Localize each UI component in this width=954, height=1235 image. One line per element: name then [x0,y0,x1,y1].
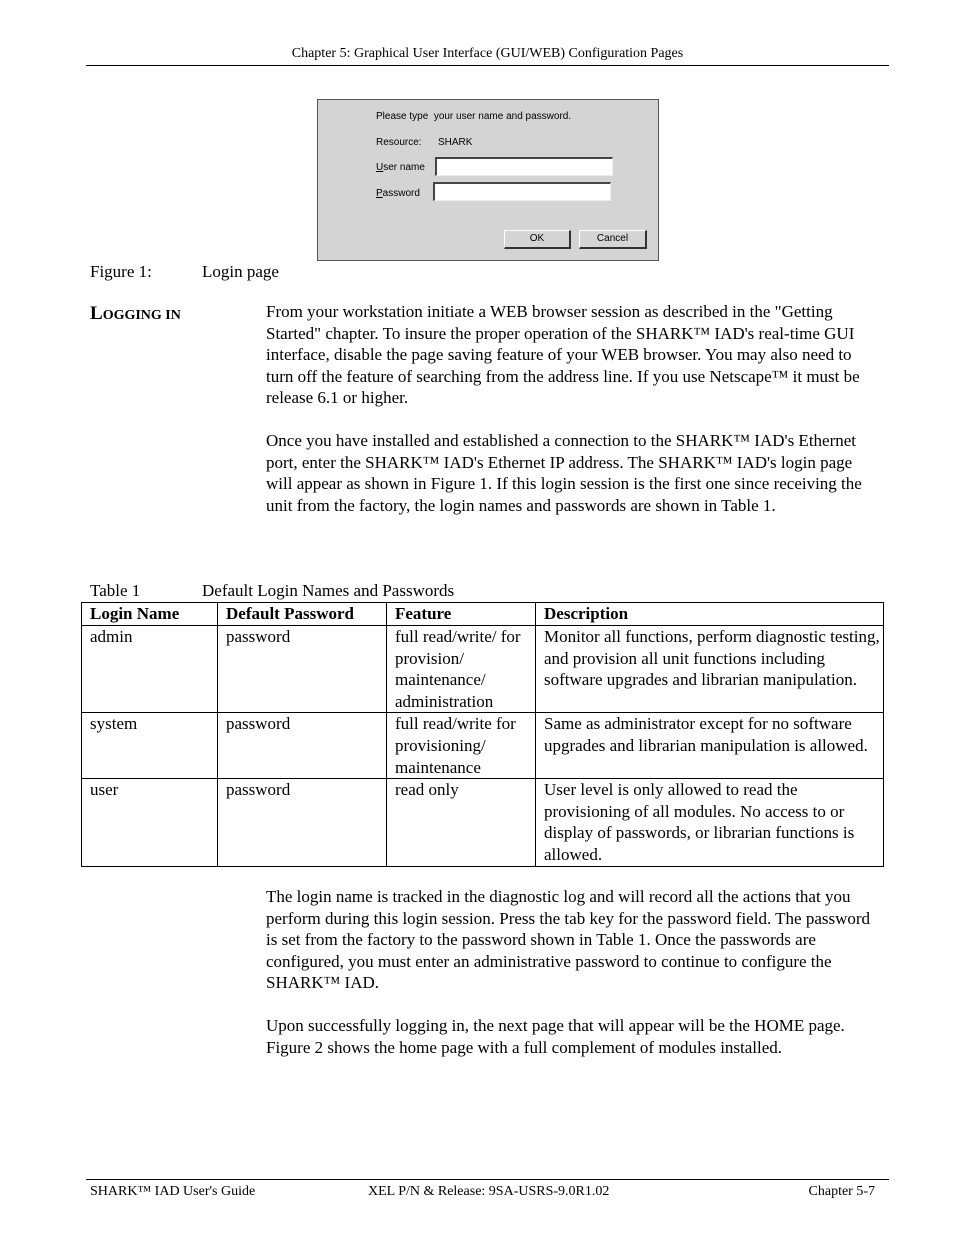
username-input[interactable] [435,157,613,176]
table-cell: password [218,713,387,779]
table-cell: full read/write/ for provision/ maintenance/ administration [387,626,536,713]
section-heading-rest: OGGING IN [102,308,181,323]
cancel-button[interactable]: Cancel [579,230,647,249]
page-footer [86,1179,889,1204]
paragraph: The login name is tracked in the diagnostic log and will record all the actions that you perform during this login session. Press the tab key for the password field. The password is set from the factory to the password shown in Table 1. Once the passwords are configured, you must enter an administrative password to continue to configure the SHARK™ IAD. [266,887,871,993]
password-input[interactable] [433,182,611,201]
footer-guide-title: SHARK™ IAD User's Guide [90,1184,256,1199]
table-caption-number: Table 1 [90,581,141,600]
password-label-accelerator: P [376,188,383,199]
username-label [376,162,425,173]
section-heading-initial: L [90,303,103,324]
password-label-text: assword [382,188,420,199]
table-header-row [82,603,884,626]
username-label-text: ser name [383,162,425,173]
footer-page-number: Chapter 5-7 [808,1184,875,1199]
table-cell: password [218,626,387,713]
table-cell: system [82,713,218,779]
column-header: Login Name [82,603,218,626]
table-row [82,779,884,866]
column-header: Default Password [218,603,387,626]
table-cell: user [82,779,218,866]
table-cell: Same as administrator except for no software upgrades and librarian manipulation is allowed. [536,713,884,779]
paragraph: Once you have installed and established a connection to the SHARK™ IAD's Ethernet port, enter the SHARK™ IAD's Ethernet IP address. The SHARK™ IAD's login page will appear as shown in Figure 1. If this login session is the first one since receiving the unit from the factory, the login names and passwords are shown in Table 1. [266,431,862,515]
login-prompt: Please type your user name and password. [376,111,572,122]
ok-button[interactable]: OK [504,230,571,249]
resource-value: SHARK [438,137,473,148]
figure-caption-number: Figure 1: [90,262,152,281]
paragraph: Upon successfully logging in, the next page that will appear will be the HOME page. Figure 2 shows the home page with a full complement of modules installed. [266,1016,845,1057]
table-caption-title: Default Login Names and Passwords [202,581,455,600]
table-row [82,713,884,779]
column-header: Description [536,603,884,626]
table-row [82,626,884,713]
resource-label: Resource: [376,137,422,148]
username-label-accelerator: U [376,162,384,173]
login-dialog [317,99,659,261]
login-table [81,602,884,867]
table-cell: full read/write for provisioning/ maintenance [387,713,536,779]
column-header: Feature [387,603,536,626]
table-cell: password [218,779,387,866]
table-cell: admin [82,626,218,713]
section-heading [90,303,181,325]
table-cell: User level is only allowed to read the provisioning of all modules. No access to or display of passwords, or librarian functions is allowed. [536,779,884,866]
footer-part-number: XEL P/N & Release: 9SA-USRS-9.0R1.02 [368,1184,610,1199]
password-label [376,188,420,199]
page-header [86,44,889,66]
paragraph: From your workstation initiate a WEB browser session as described in the "Getting Started" chapter. To insure the proper operation of the SHARK™ IAD's real-time GUI interface, disable the page saving feature of your WEB browser. You may also need to turn off the feature of searching from the address line. If you use Netscape™ it must be release 6.1 or higher. [266,302,860,408]
table-cell: Monitor all functions, perform diagnostic testing, and provision all unit functions including software upgrades and librarian manipulation. [536,626,884,713]
table-cell: read only [387,779,536,866]
header-title: Chapter 5: Graphical User Interface (GUI/WEB) Configuration Pages [291,46,684,61]
figure-caption-title: Login page [202,262,279,281]
